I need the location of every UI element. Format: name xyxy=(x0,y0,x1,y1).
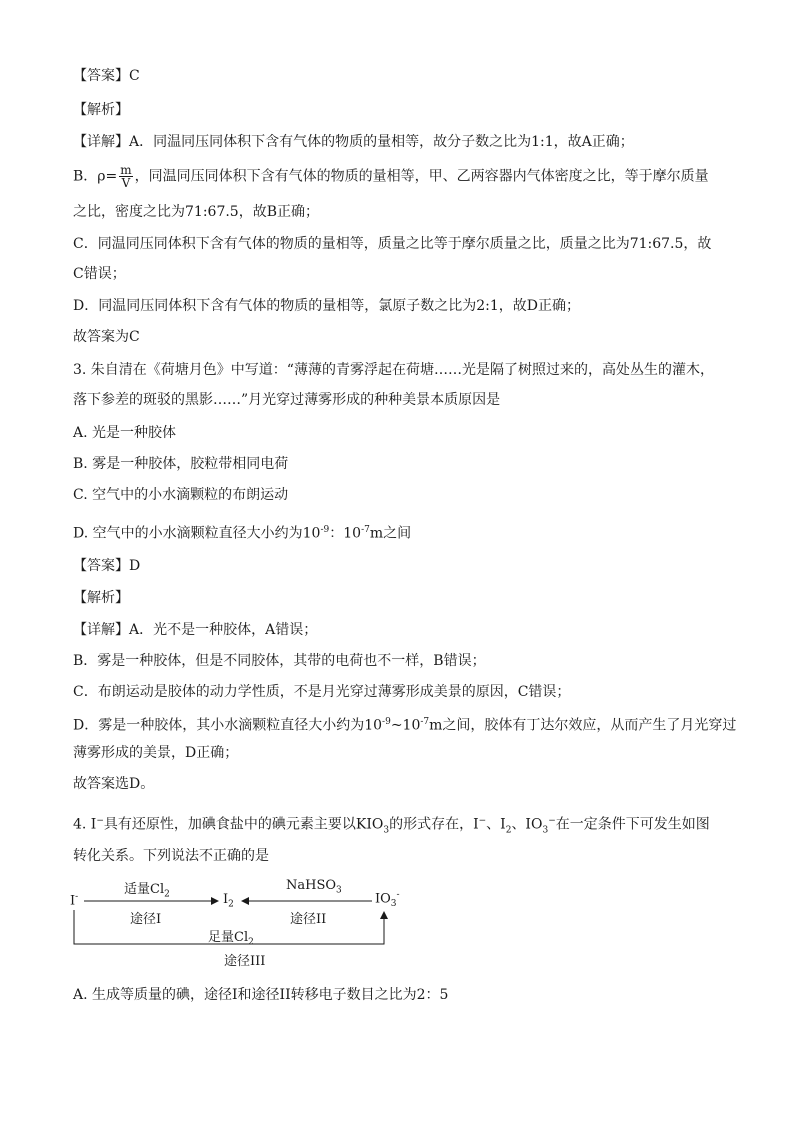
q3-detail-b: B．雾是一种胶体，但是不同胶体，其带的电荷也不一样，B错误； xyxy=(73,653,486,669)
reaction-diagram xyxy=(70,878,400,968)
exponent: -9 xyxy=(320,525,330,535)
q2-answer-line xyxy=(73,66,140,86)
option-d-post: m之间 xyxy=(369,525,412,542)
q3-stem-line1: 3. 朱自清在《荷塘月色》中写道：“薄薄的青雾浮起在荷塘……光是隔了树照过来的，高处丛生的灌木， xyxy=(73,362,714,378)
stem-text: 在一定条件下可发生如图 xyxy=(555,816,710,833)
fraction-denominator: V xyxy=(121,176,131,190)
stem-text: 4. I xyxy=(73,816,97,833)
detail-a-text: A．同温同压同体积下含有气体的物质的量相等，故分子数之比为1:1，故A正确； xyxy=(129,134,634,150)
q3-detail-d xyxy=(73,712,736,736)
q3-analysis-tag: 【解析】 xyxy=(73,590,129,606)
detail-tag: 【详解】 xyxy=(73,622,129,638)
q3-detail-c: C．布朗运动是胶体的动力学性质，不是月光穿过薄雾形成美景的原因，C错误； xyxy=(73,684,571,700)
q3-detail-d-cont: 薄雾形成的美景，D正确； xyxy=(73,745,239,761)
detail-d-post: m之间，胶体有丁达尔效应，从而产生了月光穿过 xyxy=(429,717,737,734)
q4-option-a: A. 生成等质量的碘，途径I和途径II转移电子数目之比为2：5 xyxy=(73,987,449,1003)
path3-label: 途径III xyxy=(224,954,266,969)
stem-text: 具有还原性，加碘食盐中的碘元素主要以KIO xyxy=(103,816,384,833)
q2-detail-d: D．同温同压同体积下含有气体的物质的量相等，氯原子数之比为2:1，故D正确； xyxy=(73,298,580,314)
path2-label: 途径II xyxy=(290,912,327,927)
density-fraction xyxy=(119,164,132,189)
fraction-numerator: m xyxy=(120,163,132,177)
answer-value: C xyxy=(129,68,140,84)
option-d-pre: D. 空气中的小水滴颗粒直径大小约为10 xyxy=(73,525,321,542)
answer-value: D xyxy=(129,558,141,574)
q3-stem-line2: 落下参差的斑驳的黑影……”月光穿过薄雾形成的种种美景本质原因是 xyxy=(73,392,501,408)
q3-option-a: A. 光是一种胶体 xyxy=(73,425,177,441)
answer-tag: 【答案】 xyxy=(73,68,129,84)
q2-conclusion: 故答案为C xyxy=(73,329,140,345)
path1-label: 途径I xyxy=(130,912,162,927)
charge-minus: − xyxy=(548,816,556,826)
detail-a-text: A．光不是一种胶体，A错误； xyxy=(129,622,318,638)
stem-text: 的形式存在，I xyxy=(389,816,479,833)
q2-detail-c-cont: C错误； xyxy=(73,266,126,282)
q2-analysis-tag: 【解析】 xyxy=(73,102,129,118)
charge-minus: − xyxy=(96,816,104,826)
subscript: 2 xyxy=(505,825,512,836)
exponent: -9 xyxy=(382,717,391,727)
q2-detail-b-cont: 之比，密度之比为71:67.5，故B正确； xyxy=(73,204,319,220)
species-iodine: $I_2$ xyxy=(223,892,234,910)
q4-stem-line2: 转化关系。下列说法不正确的是 xyxy=(73,848,269,864)
detail-tag: 【详解】 xyxy=(73,134,129,150)
path2-reagent: NaHSO$_3$ xyxy=(286,878,342,896)
species-iodide: I- xyxy=(70,892,79,909)
q3-conclusion: 故答案选D。 xyxy=(73,776,155,792)
exponent: -7 xyxy=(420,717,430,727)
q2-detail-b xyxy=(73,164,709,189)
option-d-mid: ：10 xyxy=(329,525,362,542)
q4-stem-line1 xyxy=(73,811,710,840)
path3-reagent: 足量$Cl_2$ xyxy=(208,930,254,948)
subscript: 3 xyxy=(542,825,549,836)
exponent: -7 xyxy=(361,525,370,535)
detail-d-pre: D．雾是一种胶体，其小水滴颗粒直径大小约为10 xyxy=(73,717,383,734)
subscript: 3 xyxy=(383,825,390,836)
q3-option-b: B. 雾是一种胶体，胶粒带相同电荷 xyxy=(73,456,289,472)
charge-minus: − xyxy=(478,816,487,826)
species-iodate: $IO_3^-$ xyxy=(375,890,400,909)
path1-reagent: 适量$Cl_2$ xyxy=(124,882,170,900)
q3-answer-line xyxy=(73,556,140,576)
answer-tag: 【答案】 xyxy=(73,558,129,574)
detail-b-text: ，同温同压同体积下含有气体的物质的量相等，甲、乙两容器内气体密度之比，等于摩尔质量 xyxy=(134,168,709,185)
detail-b-prefix: B．ρ= xyxy=(73,168,118,185)
q3-option-d xyxy=(73,520,411,544)
q3-detail-a xyxy=(73,620,317,640)
q3-option-c: C. 空气中的小水滴颗粒的布朗运动 xyxy=(73,487,289,503)
stem-text: 、IO xyxy=(511,816,543,833)
stem-text: 、I xyxy=(486,816,506,833)
q2-detail-a xyxy=(73,132,634,152)
q2-detail-c: C．同温同压同体积下含有气体的物质的量相等，质量之比等于摩尔质量之比，质量之比为71:67.5，故 xyxy=(73,236,712,252)
detail-d-mid: ~10 xyxy=(390,717,421,734)
